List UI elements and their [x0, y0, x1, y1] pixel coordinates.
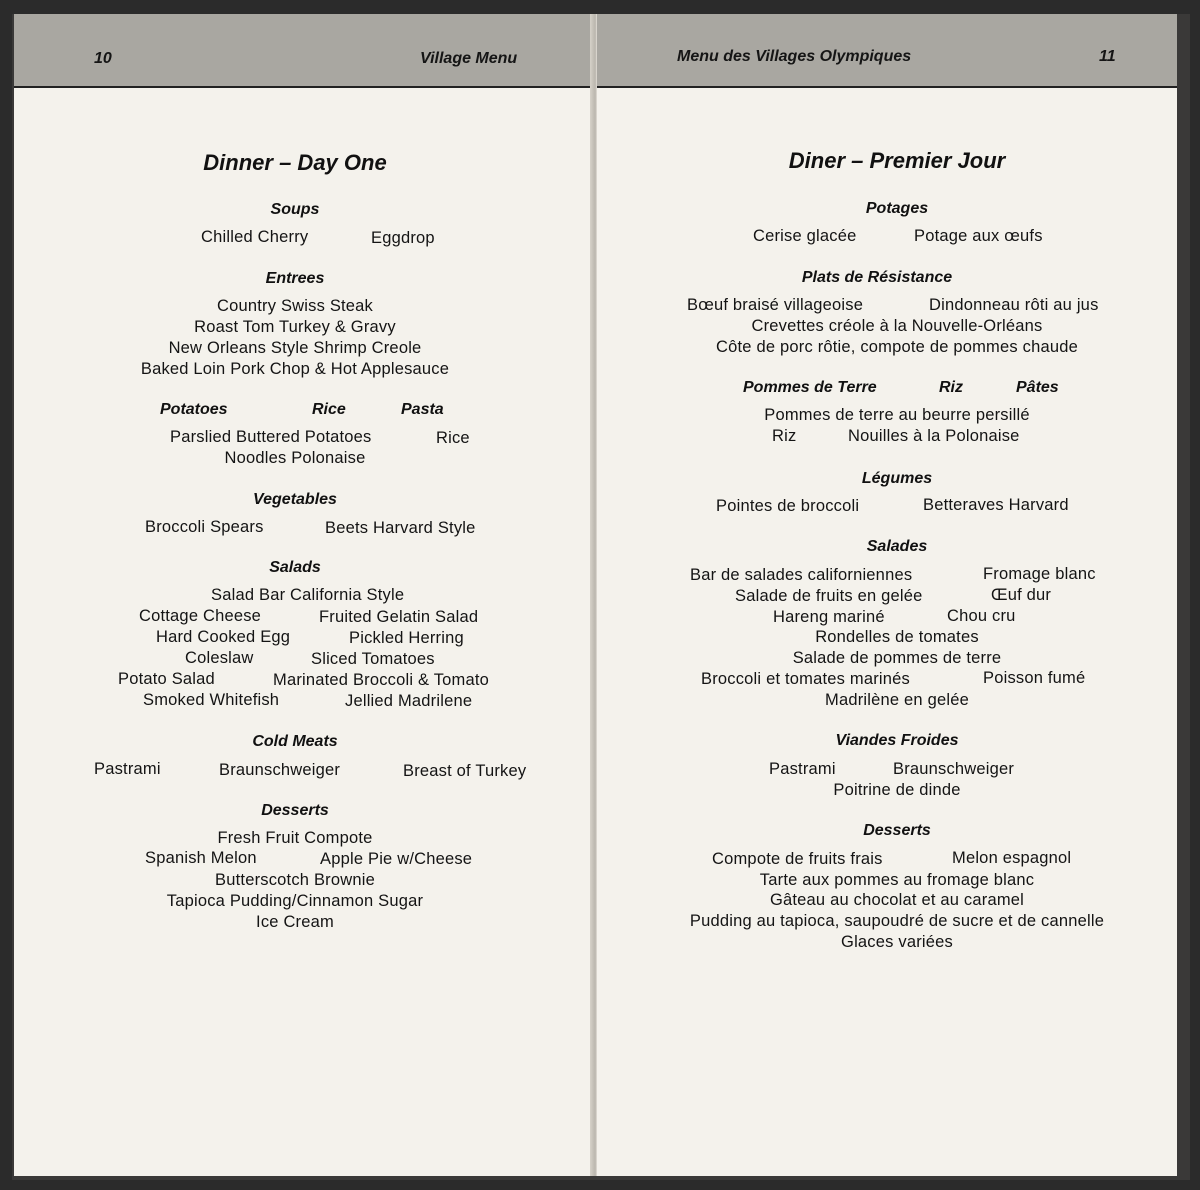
menu-item: Compote de fruits frais: [712, 850, 883, 868]
menu-item: Butterscotch Brownie: [215, 871, 375, 889]
menu-item: Tapioca Pudding/Cinnamon Sugar: [166, 892, 424, 910]
menu-item: Pickled Herring: [349, 629, 464, 647]
menu-item: Noodles Polonaise: [224, 449, 366, 467]
menu-item: Braunschweiger: [893, 760, 1015, 778]
menu-item: Fruited Gelatin Salad: [319, 608, 479, 626]
menu-item: Pointes de broccoli: [716, 497, 860, 515]
menu-item: Coleslaw: [185, 649, 254, 667]
page-number: 11: [1099, 48, 1116, 65]
section-heading-cold-meats: Cold Meats: [252, 733, 338, 750]
right-page-header: [597, 14, 1177, 88]
menu-item: New Orleans Style Shrimp Creole: [168, 339, 422, 357]
menu-item: Côte de porc rôtie, compote de pommes chaude: [716, 338, 1078, 356]
section-heading-salads: Salads: [269, 559, 321, 576]
section-heading-potatoes: Potatoes: [160, 401, 228, 418]
menu-title: Diner – Premier Jour: [788, 148, 1006, 173]
menu-item: Gâteau au chocolat et au caramel: [769, 891, 1025, 909]
section-heading-vegetables: Vegetables: [253, 491, 337, 508]
menu-item: Pudding au tapioca, saupoudré de sucre et de cannelle: [689, 912, 1105, 930]
menu-item: Salade de pommes de terre: [792, 649, 1002, 667]
menu-item: Rondelles de tomates: [815, 628, 979, 646]
menu-item: Ice Cream: [256, 913, 334, 931]
menu-item: Bar de salades californiennes: [690, 566, 913, 584]
menu-item: Pastrami: [769, 760, 836, 778]
menu-item: Beets Harvard Style: [325, 519, 476, 537]
menu-item: Marinated Broccoli & Tomato: [273, 671, 490, 689]
section-heading-pates: Pâtes: [1016, 379, 1059, 396]
menu-item: Country Swiss Steak: [216, 297, 374, 315]
menu-item: Hareng mariné: [773, 608, 885, 626]
menu-item: Hard Cooked Egg: [156, 628, 291, 646]
menu-item: Eggdrop: [371, 229, 435, 247]
menu-item: Poisson fumé: [983, 669, 1086, 687]
menu-item: Fromage blanc: [983, 565, 1096, 583]
page-number: 10: [94, 50, 112, 67]
menu-item: Parslied Buttered Potatoes: [170, 428, 372, 446]
header-title: Village Menu: [420, 50, 518, 67]
menu-item: Braunschweiger: [219, 761, 341, 779]
menu-item: Sliced Tomatoes: [311, 650, 435, 668]
menu-item: Dindonneau rôti au jus: [929, 296, 1099, 314]
section-heading-desserts: Desserts: [863, 822, 931, 839]
menu-item: Salade de fruits en gelée: [735, 587, 923, 605]
menu-item: Potato Salad: [118, 670, 215, 688]
section-heading-plats: Plats de Résistance: [801, 269, 953, 286]
menu-item: Chilled Cherry: [201, 228, 309, 246]
menu-item: Rice: [436, 429, 470, 447]
menu-item: Smoked Whitefish: [143, 691, 280, 709]
menu-item: Jellied Madrilene: [345, 692, 473, 710]
section-heading-rice: Rice: [312, 401, 346, 418]
section-heading-pasta: Pasta: [401, 401, 444, 418]
menu-item: Salad Bar California Style: [211, 586, 405, 604]
menu-item: Œuf dur: [991, 586, 1052, 604]
menu-item: Fresh Fruit Compote: [217, 829, 373, 847]
menu-item: Cerise glacée: [753, 227, 857, 245]
menu-title: Dinner – Day One: [203, 150, 387, 175]
menu-item: Pommes de terre au beurre persillé: [764, 406, 1030, 424]
menu-item: Potage aux œufs: [914, 227, 1043, 245]
menu-item: Apple Pie w/Cheese: [320, 850, 473, 868]
menu-item: Chou cru: [947, 607, 1016, 625]
menu-item: Glaces variées: [841, 933, 953, 951]
menu-item: Broccoli et tomates marinés: [701, 670, 910, 688]
menu-item: Spanish Melon: [145, 849, 257, 867]
section-heading-soups: Soups: [270, 201, 320, 218]
menu-item: Betteraves Harvard: [923, 496, 1069, 514]
left-page: [14, 14, 593, 1176]
section-heading-legumes: Légumes: [861, 470, 933, 487]
section-heading-viandes: Viandes Froides: [835, 732, 959, 749]
menu-item: Cottage Cheese: [139, 607, 262, 625]
menu-item: Crevettes créole à la Nouvelle-Orléans: [751, 317, 1043, 335]
menu-item: Bœuf braisé villageoise: [687, 296, 864, 314]
header-title: Menu des Villages Olympiques: [677, 48, 912, 65]
menu-item: Broccoli Spears: [145, 518, 264, 536]
menu-item: Melon espagnol: [952, 849, 1072, 867]
menu-item: Nouilles à la Polonaise: [848, 427, 1020, 445]
left-page-header: [14, 14, 592, 88]
section-heading-entrees: Entrees: [265, 270, 325, 287]
menu-item: Tarte aux pommes au fromage blanc: [759, 871, 1035, 889]
section-heading-potages: Potages: [865, 200, 929, 217]
section-heading-riz: Riz: [939, 379, 963, 396]
section-heading-desserts: Desserts: [261, 802, 329, 819]
menu-item: Poitrine de dinde: [833, 781, 961, 799]
section-heading-pommes: Pommes de Terre: [743, 379, 877, 396]
section-heading-salades: Salades: [866, 538, 928, 555]
menu-item: Madrilène en gelée: [825, 691, 969, 709]
menu-item: Breast of Turkey: [403, 762, 527, 780]
menu-item: Pastrami: [94, 760, 161, 778]
menu-item: Baked Loin Pork Chop & Hot Applesauce: [140, 360, 450, 378]
menu-item: Roast Tom Turkey & Gravy: [194, 318, 396, 336]
menu-item: Riz: [772, 427, 797, 445]
right-page: [596, 14, 1177, 1176]
